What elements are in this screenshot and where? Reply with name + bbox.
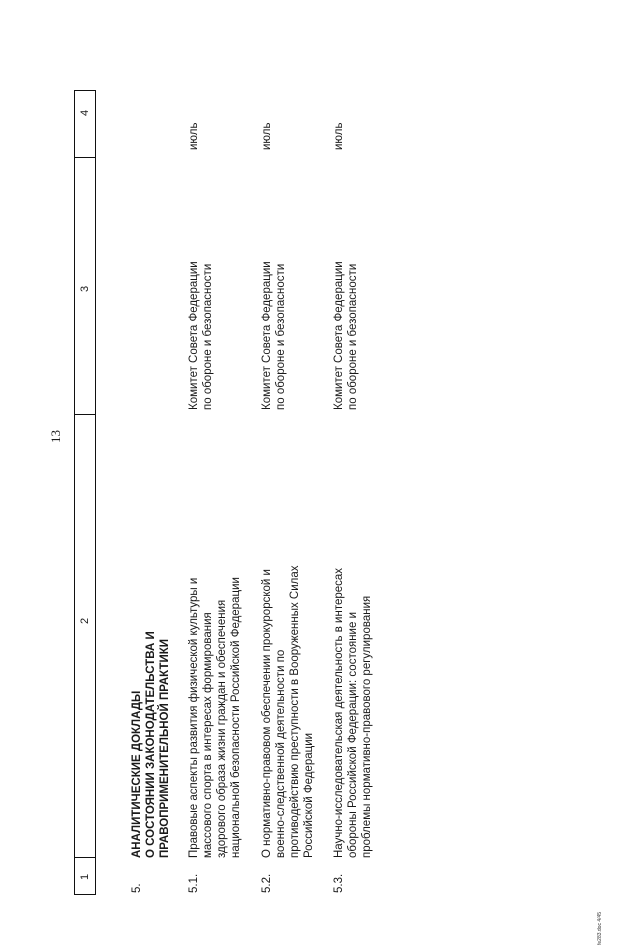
row-number: 5.2. <box>261 873 273 893</box>
section-heading <box>130 631 172 858</box>
row-title-line: здорового образа жизни граждан и обеспечения <box>216 599 228 858</box>
header-divider <box>74 157 96 158</box>
row-title-line: проблемы нормативно-правового регулирования <box>361 595 373 858</box>
section-heading-line: О СОСТОЯНИИ ЗАКОНОДАТЕЛЬСТВА И <box>145 631 157 858</box>
row-title-line: Российской Федерации <box>303 732 315 858</box>
row-title-line: О нормативно-правовом обеспечении прокурорской и <box>261 569 273 858</box>
section-number: 5. <box>131 883 143 893</box>
row-number: 5.1. <box>188 873 200 893</box>
row-date: июль <box>188 122 200 150</box>
row-title-line: Научно-исследовательская деятельность в интересах <box>333 567 345 858</box>
row-date: июль <box>333 122 345 150</box>
header-col-1: 1 <box>79 873 91 880</box>
header-divider <box>74 414 96 415</box>
row-title-line: обороны Российской Федерации: состояние и <box>347 612 359 858</box>
row-title-line: национальной безопасности Российской Федерации <box>230 577 242 858</box>
row-responsible-line: Комитет Совета Федерации <box>333 261 345 410</box>
row-title-line: противодействию преступности в Вооруженных Силах <box>289 565 301 858</box>
row-title <box>332 568 374 858</box>
row-responsible-line: по обороне и безопасности <box>202 263 214 410</box>
row-responsible-line: Комитет Совета Федерации <box>188 261 200 410</box>
row-number: 5.3. <box>333 873 345 893</box>
row-title <box>187 577 243 858</box>
row-responsible <box>332 261 360 410</box>
header-divider <box>74 857 96 858</box>
rotated-sheet <box>48 25 612 945</box>
row-responsible-line: по обороне и безопасности <box>275 263 287 410</box>
row-responsible <box>187 261 215 410</box>
footer-filename: fe283.doc 4/45 <box>597 911 603 945</box>
row-responsible-line: по обороне и безопасности <box>347 263 359 410</box>
section-heading-line: АНАЛИТИЧЕСКИЕ ДОКЛАДЫ <box>131 690 143 858</box>
row-responsible-line: Комитет Совета Федерации <box>261 261 273 410</box>
row-title-line: Правовые аспекты развития физической культуры и <box>188 577 200 858</box>
section-heading-line: ПРАВОПРИМЕНИТЕЛЬНОЙ ПРАКТИКИ <box>159 638 171 858</box>
page-number: 13 <box>48 430 63 443</box>
header-col-2: 2 <box>79 617 91 624</box>
row-title-line: военно-следственной деятельности по <box>275 649 287 858</box>
row-title-line: массового спорта в интересах формирования <box>202 612 214 858</box>
header-table <box>74 90 96 895</box>
header-col-3: 3 <box>79 285 91 292</box>
row-date: июль <box>261 122 273 150</box>
row-title <box>260 565 316 858</box>
row-responsible <box>260 261 288 410</box>
header-col-4: 4 <box>79 109 91 116</box>
